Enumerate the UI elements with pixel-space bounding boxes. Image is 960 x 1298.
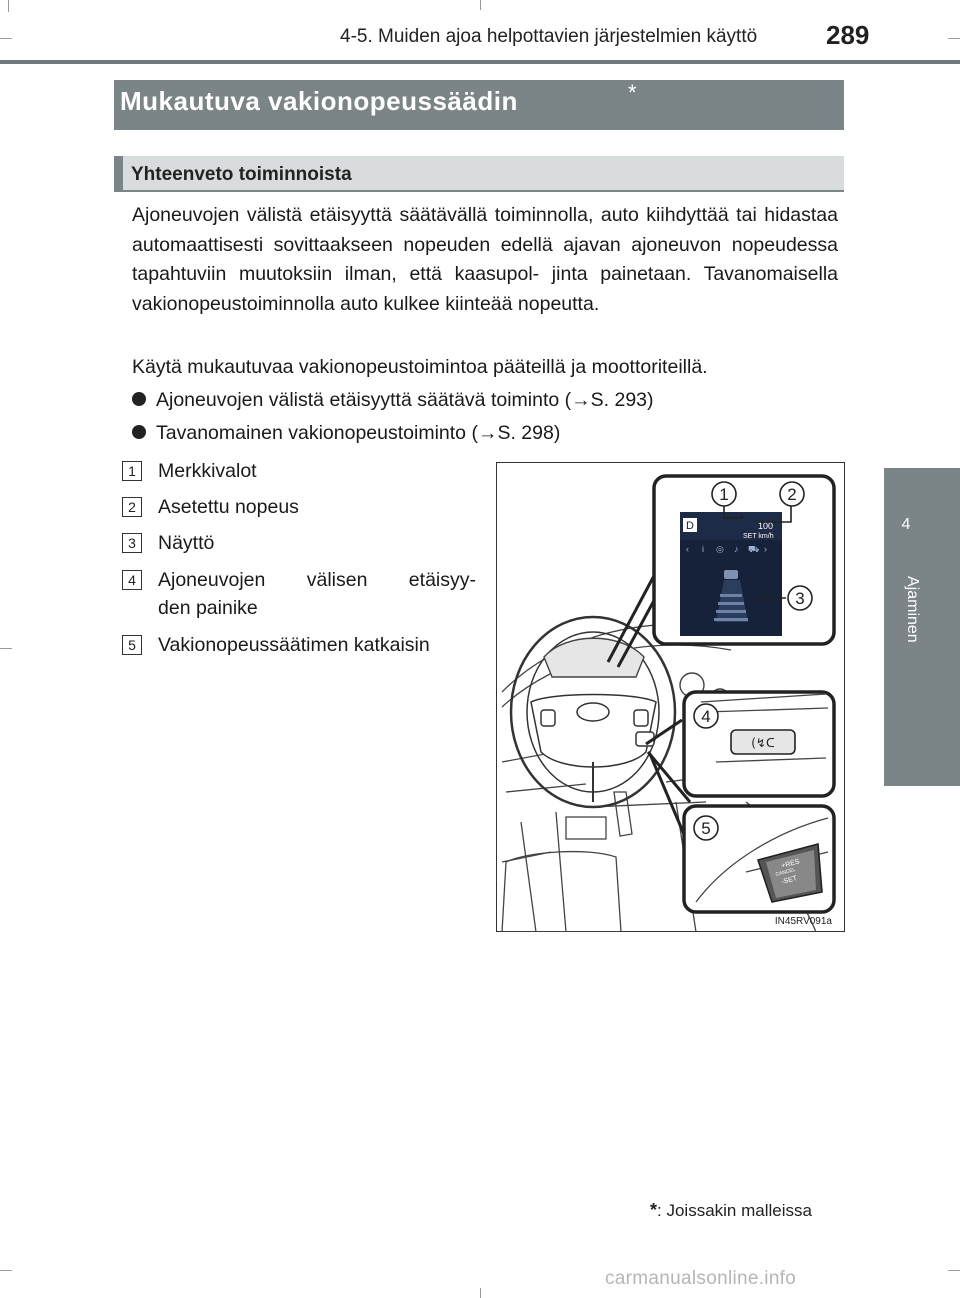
bullet-text: Ajoneuvojen välistä etäisyyttä säätävä toiminto (→S. 293) <box>156 389 654 411</box>
legend-number: 3 <box>122 533 142 553</box>
crop-mark <box>948 38 960 39</box>
callout-1: 1 <box>719 485 729 504</box>
lever-res-label: +RES <box>780 858 801 870</box>
chapter-label: Ajaminen <box>904 576 921 643</box>
cockpit-illustration <box>496 462 845 932</box>
figure-code: IN45RV091a <box>774 916 832 927</box>
subsection-title: Yhteenveto toiminnoista <box>131 164 352 185</box>
callout-3: 3 <box>795 589 805 608</box>
title-asterisk: * <box>628 80 637 105</box>
bullet-item <box>132 386 654 414</box>
intro-paragraph: Ajoneuvojen välistä etäisyyttä säätävällä toiminnolla, auto kiihdyttää tai hidastaa automaattisesti sovittaakseen nopeuden edellä ajavan ajoneuvon nopeudessa tapahtuviin muutoksiin ilman, että kaasupol- jinta painetaan. Tavanomaisella vakionopeustoiminnolla auto kulkee kiinteää nopeutta. <box>132 204 838 315</box>
footnote-asterisk: * <box>650 1200 658 1220</box>
usage-paragraph: Käytä mukautuvaa vakionopeustoimintoa pääteillä ja moottoriteillä. <box>132 356 708 378</box>
legend-text: Näyttö <box>158 532 215 554</box>
chapter-number: 4 <box>901 516 911 533</box>
footnote <box>650 1200 812 1221</box>
page-title: Mukautuva vakionopeussäädin <box>120 86 518 116</box>
legend-text: Vakionopeussäätimen katkaisin <box>158 634 430 656</box>
watermark: carmanualsonline.info <box>605 1268 797 1289</box>
crop-mark <box>0 38 12 39</box>
legend-number: 4 <box>122 570 142 590</box>
legend-number: 2 <box>122 497 142 517</box>
bullet-dot <box>132 425 146 439</box>
bullet-text: Tavanomainen vakionopeustoiminto (→S. 298) <box>156 422 561 444</box>
display-speed: 100 <box>758 521 774 531</box>
svg-text:♪: ♪ <box>734 544 739 554</box>
lever-set-label: -SET <box>780 875 798 886</box>
page-number: 289 <box>826 20 870 50</box>
crop-mark <box>0 648 12 649</box>
header-rule <box>0 60 960 64</box>
display-gear: D <box>686 520 694 532</box>
callout-4: 4 <box>701 707 711 726</box>
crop-mark <box>948 1270 960 1271</box>
lever-cancel-label: CANCEL <box>774 866 797 878</box>
svg-text:i: i <box>702 544 704 554</box>
running-header: 4-5. Muiden ajoa helpottavien järjestelmien käyttö <box>340 26 758 47</box>
legend-text: Ajoneuvojen välisen etäisyy- <box>158 569 476 591</box>
display-set: SET km/h <box>743 533 774 540</box>
legend-number: 1 <box>122 461 142 481</box>
crop-mark <box>480 1288 481 1298</box>
crop-mark <box>8 0 9 12</box>
footnote-text: : Joissakin malleissa <box>657 1201 812 1220</box>
callout-5: 5 <box>701 819 711 838</box>
crop-mark <box>480 0 481 10</box>
bullet-item <box>132 419 560 447</box>
legend-text-continued: den painike <box>158 597 258 619</box>
crop-mark <box>0 1270 12 1271</box>
svg-text:›: › <box>764 544 767 554</box>
svg-text:⛟: ⛟ <box>748 544 760 554</box>
callout-2: 2 <box>787 485 797 504</box>
legend-text: Merkkivalot <box>158 460 257 482</box>
legend-number: 5 <box>122 635 142 655</box>
svg-text:‹: ‹ <box>686 544 689 554</box>
svg-text:◎: ◎ <box>716 544 724 554</box>
bullet-dot <box>132 392 146 406</box>
svg-text:(↯ᑕ: (↯ᑕ <box>751 736 775 750</box>
legend-text: Asetettu nopeus <box>158 496 299 518</box>
